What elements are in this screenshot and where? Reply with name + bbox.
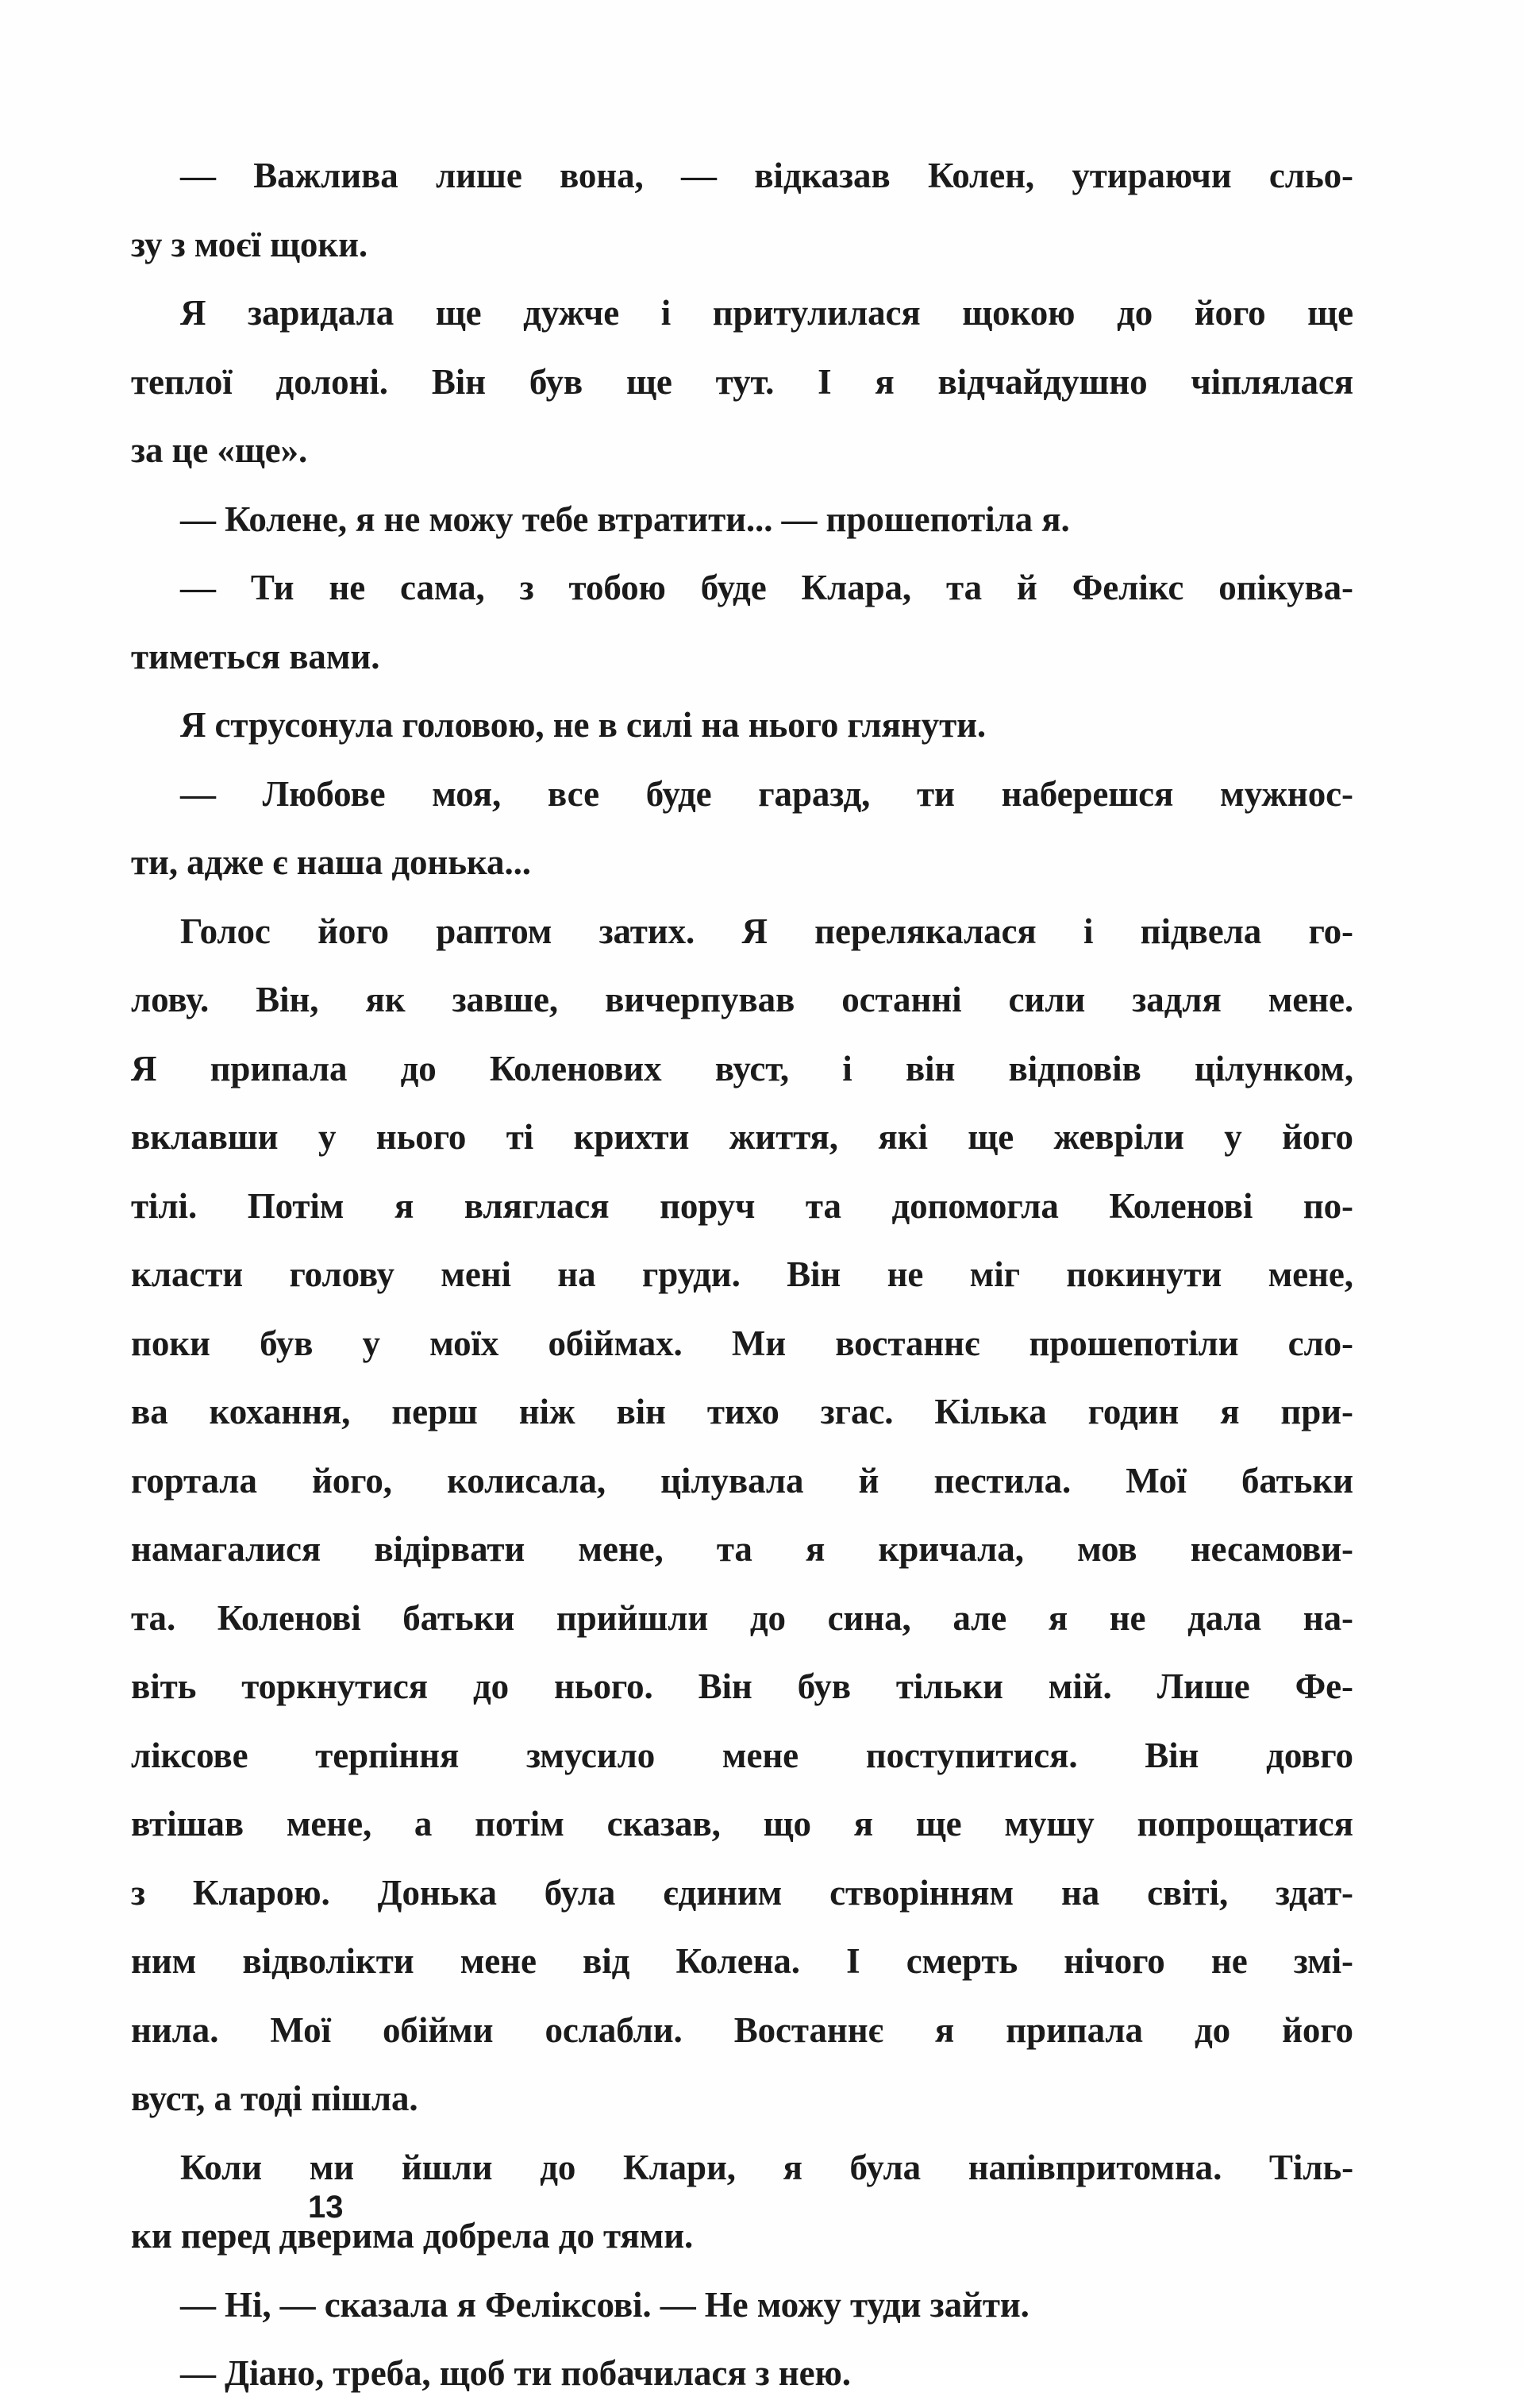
word: заридала — [248, 293, 394, 333]
word: відповів — [1008, 1048, 1141, 1088]
word: що — [763, 1804, 811, 1844]
word: Важлива — [253, 156, 398, 195]
word: сказав, — [606, 1804, 721, 1844]
text-line — [131, 1447, 1353, 1516]
word: довго — [1266, 1735, 1353, 1775]
word: відчайдушно — [937, 361, 1148, 402]
paragraph — [131, 279, 1353, 485]
text-line: ки перед дверима добрела до тями. — [131, 2216, 694, 2256]
word: Він — [698, 1666, 752, 1706]
word: на — [557, 1254, 596, 1294]
word: класти — [131, 1254, 244, 1294]
word: він — [905, 1048, 956, 1088]
word: сина, — [827, 1597, 911, 1638]
word: І — [818, 361, 832, 402]
word: мені — [441, 1254, 511, 1294]
word: раптом — [436, 911, 552, 951]
word: Кілька — [934, 1392, 1047, 1431]
word: ще — [915, 1804, 962, 1844]
word: дужче — [523, 293, 620, 333]
paragraph — [131, 691, 1353, 760]
word: наберешся — [1001, 773, 1174, 814]
word: Ти — [250, 568, 294, 607]
text-line — [131, 279, 1353, 348]
text-line: ти, адже є наша донька... — [131, 842, 531, 882]
word: лише — [435, 156, 522, 195]
word: мене, — [286, 1804, 372, 1844]
word: допомогла — [891, 1185, 1059, 1226]
page-number: 13 — [308, 2190, 344, 2225]
word: його — [318, 911, 389, 951]
word: перш — [391, 1392, 478, 1431]
word: змі- — [1293, 1941, 1353, 1981]
word: життя, — [729, 1117, 838, 1157]
word: його — [1194, 293, 1266, 333]
word: намагалися — [131, 1529, 321, 1569]
word: мене, — [1268, 1254, 1353, 1294]
word: ми — [309, 2147, 355, 2187]
word: тут. — [715, 361, 775, 402]
word: вона, — [560, 156, 644, 195]
word: ті — [506, 1117, 534, 1157]
word: та. — [131, 1597, 176, 1638]
word: а — [414, 1804, 433, 1844]
word: Лише — [1156, 1666, 1250, 1706]
word: у — [1224, 1117, 1242, 1157]
word: Донька — [377, 1872, 497, 1913]
word: потім — [475, 1804, 564, 1844]
word: прошепотіли — [1029, 1323, 1239, 1363]
word: мій. — [1048, 1666, 1112, 1706]
word: затих. — [598, 911, 695, 951]
word: кохання, — [209, 1392, 351, 1431]
word: вичерпував — [605, 980, 795, 1019]
word: з — [131, 1872, 145, 1913]
word: опікува- — [1218, 568, 1353, 607]
word: колисала, — [447, 1460, 606, 1501]
word: теплої — [131, 361, 233, 402]
word: я — [783, 2147, 802, 2187]
word: до — [1195, 2009, 1231, 2050]
word: створінням — [829, 1872, 1014, 1913]
word: Коленових — [489, 1048, 662, 1088]
word: не — [1210, 1941, 1248, 1981]
word: ним — [131, 1941, 197, 1981]
word: я — [806, 1529, 826, 1569]
word: Клара, — [801, 568, 912, 607]
word: до — [400, 1048, 437, 1088]
word: все — [547, 773, 599, 814]
word: Він — [431, 361, 486, 402]
word: був — [260, 1323, 314, 1363]
text-line: — Колене, я не можу тебе втратити... — прошепотіла я. — [180, 499, 1070, 539]
word: жевріли — [1053, 1117, 1184, 1157]
word: припала — [210, 1048, 348, 1088]
word: відволікти — [242, 1941, 414, 1981]
word: і — [660, 293, 672, 333]
text-line — [131, 1927, 1353, 1996]
word: не — [329, 568, 366, 607]
word: перелякалася — [814, 911, 1037, 951]
word: мене. — [1268, 980, 1353, 1019]
word: нічого — [1064, 1941, 1165, 1981]
word: єдиним — [663, 1872, 783, 1913]
word: Востаннє — [733, 2009, 883, 2050]
word: нього. — [553, 1666, 653, 1706]
word: він — [616, 1392, 666, 1431]
word: і — [842, 1048, 852, 1088]
text-line: — Діано, треба, щоб ти побачилася з нею. — [180, 2353, 851, 2393]
word: не — [887, 1254, 924, 1294]
word: — — [180, 568, 216, 607]
text-line — [131, 1103, 1353, 1172]
word: припала — [1006, 2009, 1143, 2050]
word: Я — [741, 911, 768, 951]
word: здат- — [1275, 1872, 1353, 1913]
word: на — [1060, 1872, 1100, 1913]
word: була — [849, 2147, 922, 2187]
word: груди. — [641, 1254, 741, 1294]
word: кричала, — [878, 1529, 1024, 1569]
word: Він — [787, 1254, 841, 1294]
word: відказав — [754, 156, 891, 195]
word: до — [540, 2147, 576, 2187]
word: його — [1282, 1117, 1353, 1157]
word: у — [318, 1117, 337, 1157]
word: торкнутися — [241, 1666, 428, 1706]
word: годин — [1087, 1392, 1180, 1431]
word: щокою — [962, 293, 1076, 333]
word: я — [875, 361, 895, 402]
word: тілі. — [131, 1185, 198, 1226]
word: ще — [968, 1117, 1014, 1157]
word: мене, — [578, 1529, 664, 1569]
word: прийшли — [556, 1597, 709, 1638]
text-line — [131, 897, 1353, 966]
word: Фе- — [1295, 1666, 1353, 1706]
word: терпіння — [315, 1735, 460, 1775]
text-line: Я струсонула головою, не в силі на нього глянути. — [180, 705, 987, 745]
word: та — [716, 1529, 752, 1569]
word: його, — [311, 1460, 392, 1501]
word: Фелікс — [1072, 568, 1184, 607]
word: поруч — [660, 1185, 756, 1226]
word: мушу — [1004, 1804, 1095, 1844]
word: які — [878, 1117, 928, 1157]
word: Коленові — [217, 1597, 361, 1638]
word: до — [472, 1666, 510, 1706]
word: міг — [969, 1254, 1020, 1294]
text-line — [131, 1309, 1353, 1378]
word: сльо- — [1268, 156, 1353, 195]
word: була — [544, 1872, 616, 1913]
word: задля — [1132, 980, 1222, 1019]
word: я — [934, 2009, 955, 2050]
word: долоні. — [275, 361, 388, 402]
word: гортала — [131, 1460, 257, 1501]
word: був — [529, 361, 583, 402]
paragraph — [131, 760, 1353, 897]
text-line — [131, 1584, 1353, 1653]
word: до — [749, 1597, 786, 1638]
word: моя, — [432, 773, 502, 814]
word: — — [180, 156, 216, 195]
word: — — [681, 156, 717, 195]
word: у — [362, 1323, 380, 1363]
word: голову — [289, 1254, 394, 1294]
text-line: зу з моєї щоки. — [131, 224, 368, 264]
text-line: за це «ще». — [131, 430, 308, 470]
text-line: тиметься вами. — [131, 636, 380, 676]
word: ва — [131, 1392, 168, 1431]
word: пестила. — [933, 1460, 1072, 1501]
word: нила. — [131, 2009, 219, 2050]
word: був — [797, 1666, 851, 1706]
word: світі, — [1147, 1872, 1229, 1913]
word: поступитися. — [865, 1735, 1078, 1775]
word: Коли — [180, 2147, 263, 2187]
text-line — [131, 1240, 1353, 1309]
word: поки — [131, 1323, 210, 1363]
paragraph — [131, 485, 1353, 554]
text-line — [131, 1790, 1353, 1859]
word: нього — [375, 1117, 467, 1157]
word: і — [1083, 911, 1094, 951]
word: Клари, — [622, 2147, 736, 2187]
word: буде — [700, 568, 767, 607]
text-line — [131, 1377, 1353, 1447]
word: до — [1117, 293, 1153, 333]
paragraph — [131, 141, 1353, 279]
word: я — [394, 1185, 414, 1226]
word: вляглася — [464, 1185, 610, 1226]
word: Коленові — [1109, 1185, 1253, 1226]
word: завше, — [452, 980, 559, 1019]
word: цілунком, — [1194, 1048, 1353, 1088]
word: по- — [1303, 1185, 1353, 1226]
paragraph — [131, 553, 1353, 691]
word: ніж — [518, 1392, 575, 1431]
word: несамови- — [1190, 1529, 1353, 1569]
word: тихо — [706, 1392, 779, 1431]
body-text-column — [131, 141, 1353, 2408]
word: Мої — [1126, 1460, 1187, 1501]
text-line: — Ні, — сказала я Феліксові. — Не можу туди зайти. — [180, 2284, 1029, 2325]
word: крихти — [573, 1117, 690, 1157]
word: сло- — [1287, 1323, 1353, 1363]
word: підвела — [1140, 911, 1262, 951]
word: утираючи — [1072, 156, 1232, 195]
word: віть — [131, 1666, 197, 1706]
word: я — [1048, 1597, 1068, 1638]
word: ще — [626, 361, 672, 402]
text-line — [131, 1034, 1353, 1104]
word: Любове — [262, 773, 386, 814]
word: батьки — [1241, 1460, 1353, 1501]
word: я — [853, 1804, 873, 1844]
word: Я — [131, 1048, 157, 1088]
word: але — [952, 1597, 1007, 1638]
word: з — [519, 568, 534, 607]
word: як — [365, 980, 406, 1019]
word: мене — [460, 1941, 537, 1981]
word: я — [1220, 1392, 1240, 1431]
word: від — [583, 1941, 630, 1981]
text-line — [131, 1859, 1353, 1928]
word: вклавши — [131, 1117, 279, 1157]
word: І — [846, 1941, 860, 1981]
text-line — [131, 1652, 1353, 1721]
word: смерть — [906, 1941, 1018, 1981]
word: мене — [722, 1735, 799, 1775]
word: буде — [645, 773, 712, 814]
word: сили — [1008, 980, 1086, 1019]
text-line — [131, 1515, 1353, 1584]
word: востаннє — [835, 1323, 980, 1363]
word: тільки — [895, 1666, 1003, 1706]
text-line — [131, 141, 1353, 210]
word: не — [1109, 1597, 1146, 1638]
word: Я — [180, 293, 206, 333]
word: тобою — [568, 568, 666, 607]
word: дала — [1187, 1597, 1262, 1638]
word: Голос — [180, 911, 271, 951]
paragraph — [131, 2339, 1353, 2408]
word: ліксове — [131, 1735, 248, 1775]
text-line — [131, 1172, 1353, 1241]
word: Він, — [256, 980, 319, 1019]
word: Колена. — [675, 1941, 800, 1981]
word: притулилася — [712, 293, 921, 333]
text-line — [131, 760, 1353, 829]
text-line — [131, 348, 1353, 417]
word: обійми — [383, 2009, 494, 2050]
word: останні — [841, 980, 962, 1019]
word: Ми — [731, 1323, 787, 1363]
word: згас. — [820, 1392, 894, 1431]
word: чіплялася — [1191, 361, 1353, 402]
word: Тіль- — [1268, 2147, 1353, 2187]
word: моїх — [429, 1323, 499, 1363]
word: гаразд, — [758, 773, 871, 814]
word: й — [858, 1460, 879, 1501]
text-line — [131, 1996, 1353, 2065]
word: його — [1282, 2009, 1353, 2050]
word: змусило — [525, 1735, 656, 1775]
paragraph — [131, 897, 1353, 2133]
word: Кларою. — [192, 1872, 330, 1913]
word: Колен, — [927, 156, 1035, 195]
word: лову. — [131, 980, 210, 1019]
text-line — [131, 965, 1353, 1034]
word: при- — [1280, 1392, 1353, 1431]
word: сама, — [400, 568, 485, 607]
word: вуст, — [714, 1048, 790, 1088]
word: ти — [917, 773, 955, 814]
word: на- — [1303, 1597, 1353, 1638]
word: втішав — [131, 1804, 244, 1844]
word: напівпритомна. — [968, 2147, 1222, 2187]
word: мов — [1077, 1529, 1137, 1569]
word: Потім — [247, 1185, 344, 1226]
word: ослабли. — [545, 2009, 683, 2050]
word: Він — [1145, 1735, 1199, 1775]
word: ще — [1307, 293, 1353, 333]
text-line: вуст, а тоді пішла. — [131, 2079, 418, 2118]
word: Мої — [270, 2009, 331, 2050]
word: та — [946, 568, 982, 607]
word: йшли — [401, 2147, 493, 2187]
word: го- — [1308, 911, 1353, 951]
text-line — [131, 1721, 1353, 1790]
text-line — [131, 553, 1353, 622]
word: батьки — [402, 1597, 515, 1638]
word: покинути — [1066, 1254, 1222, 1294]
word: мужнос- — [1220, 773, 1353, 814]
word: відірвати — [374, 1529, 525, 1569]
word: цілувала — [660, 1460, 804, 1501]
word: ще — [435, 293, 482, 333]
word: попрощатися — [1137, 1804, 1353, 1844]
word: обіймах. — [548, 1323, 683, 1363]
paragraph — [131, 2271, 1353, 2340]
word: — — [180, 773, 216, 814]
word: та — [805, 1185, 841, 1226]
word: й — [1016, 568, 1037, 607]
